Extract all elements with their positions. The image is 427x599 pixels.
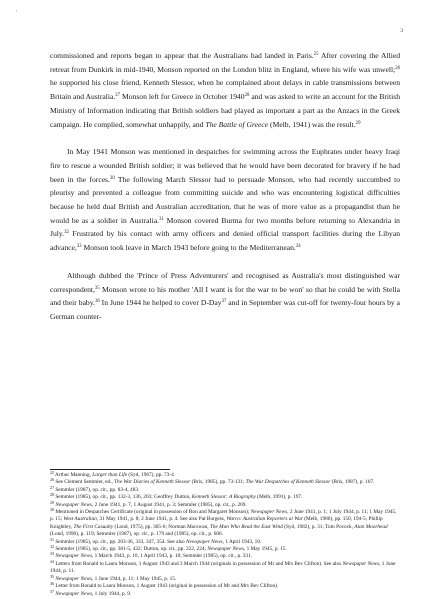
text-run: , 1 June 1944, p. 11. bbox=[50, 560, 396, 575]
text-run: Monson wrote to his mother 'All I want is for the war to be won' so that he could be with Stella and their baby. bbox=[50, 284, 400, 308]
italic-text: Newspaper News bbox=[55, 575, 92, 582]
footnote-34 bbox=[50, 558, 400, 576]
text-run: (Lond, 1990), p. 119; Semmler (1987), op. cit., p. 179 and (1985), op. cit., p. 606. bbox=[50, 531, 223, 538]
footnote-26 bbox=[50, 479, 400, 486]
text-run: Semmler (1985), op. cit., pp. 203-36, 333, 347, 354. See also bbox=[54, 538, 186, 545]
footnote-reference: 25 bbox=[313, 52, 319, 57]
italic-text: The War Diaries of Kenneth Slessor bbox=[114, 479, 191, 486]
text-run: The following March Slessor had to persuade Monson, who had recently succumbed to pleurisy and prevented a colleague from committing suicide and who was encountering logistical difficulties because he held dual British and Australian accreditation, that he was of more value as a propagandist than he would be as a soldier in Australia. bbox=[50, 174, 400, 225]
text-run: (Melb, 1941) was the result. bbox=[268, 119, 356, 129]
text-run: , 2 June 1941, p. 7, 1 August 1941, p. 3; Semmler (1985), op. cit., p. 269. bbox=[91, 501, 247, 508]
italic-text: Newspaper News bbox=[207, 546, 244, 553]
text-run: Monson covered Burma for two months before returning to Alexandria in July. bbox=[50, 215, 400, 239]
text-run: , 1 April 1943, 10. bbox=[222, 538, 262, 545]
text-run: , 1 May 1945, p. 15. bbox=[243, 546, 287, 553]
text-run: , 31 May 1941, p. 8; 2 June 1941, p. 4. See also Pat Burgess, bbox=[96, 516, 227, 523]
text-run: (Lond, 1975), pp. 305-6; Norman Macswan, bbox=[113, 523, 210, 530]
text-run: , 1 March 1943, p. 10, 1 April 1943, p. 10; Semmler (1985), op. cit., p. 331. bbox=[91, 553, 253, 560]
footnote-reference: 32 bbox=[64, 230, 69, 236]
italic-text: Warco: Australian Reporters at War bbox=[226, 516, 303, 523]
italic-text: The Man Who Read the East Wind bbox=[209, 523, 283, 530]
footnote-divider bbox=[50, 469, 170, 470]
page-number: 3 bbox=[400, 28, 403, 34]
text-run: (Bris, 1987), p. 167. bbox=[330, 479, 375, 486]
footnote-reference: 26 bbox=[50, 477, 54, 483]
italic-text: The First Casualty bbox=[73, 523, 114, 530]
text-run: Although dubbed the 'Prince of Press Adventurers' and recognised as Australia's most distinguished war correspondent, bbox=[50, 270, 400, 294]
paragraph-2 bbox=[50, 145, 400, 255]
text-run: , 1 July 1944, p. 9. bbox=[91, 590, 132, 597]
text-run: and was asked to write an account for the British Ministry of Information indicating that British soldiers had played as important a part as the Anzacs in the Greek campaign. He complied, somewhat unhappily, and bbox=[50, 92, 400, 129]
italic-text: Newspaper News bbox=[250, 509, 288, 516]
italic-text: Newspaper News bbox=[342, 560, 380, 567]
text-run: Arthur Manning, bbox=[54, 472, 93, 478]
footnote-31 bbox=[50, 536, 400, 546]
text-run: commissioned and reports began to appear that the Australians had landed in Paris. bbox=[50, 51, 314, 60]
footnote-reference: 34 bbox=[295, 244, 301, 250]
text-run: See Clement Semmler, ed., bbox=[54, 479, 115, 486]
italic-text: Newspaper News bbox=[55, 553, 92, 560]
text-run: (Syd, 1982), p. 31; Tom Pocock, bbox=[282, 523, 355, 530]
footnote-33 bbox=[50, 553, 400, 560]
text-run: Frustrated by his contact with army officers and denied official transport facilities during the Libyan advance, bbox=[50, 229, 400, 253]
italic-text: Newspaper News bbox=[185, 538, 223, 545]
text-run: , 2 June 1941, p. 1; 1 July 1944, p. 11; 1 May 1945, p. 15; bbox=[50, 509, 397, 523]
footnote-36 bbox=[50, 583, 400, 590]
text-run: (Melb, 1991), p. 197. bbox=[255, 494, 303, 501]
italic-text: Alan Moorhead bbox=[354, 523, 388, 530]
text-run: Monson took leave in March 1943 before going to the Mediterranean. bbox=[81, 243, 296, 253]
footnote-reference: 30 bbox=[109, 175, 115, 181]
text-run: (Bris, 1985), pp. 73-131; bbox=[190, 479, 246, 486]
text-run: Letter from Ronald to Laura Monson, 1 August 1943 (original in possession of Mr and Mrs Bev Clifton). bbox=[54, 583, 279, 590]
footnote-reference: 26 bbox=[395, 65, 400, 71]
footnote-29 bbox=[50, 499, 400, 509]
footnote-30 bbox=[50, 509, 400, 539]
footnote-reference: 36 bbox=[50, 581, 54, 587]
footnote-28 bbox=[50, 494, 400, 501]
text-run: Semmler (1985), op. cit., pp. 132-3, 136, 203; Geoffrey Dutton, bbox=[54, 494, 192, 501]
footnote-35 bbox=[50, 573, 400, 583]
page-corner-mark: ' bbox=[16, 10, 18, 16]
footnote-reference: 36 bbox=[94, 299, 100, 305]
text-run: (Melb, 1986), pp. 150, 194-5; Phillip Knightley, bbox=[50, 516, 383, 530]
footnote-reference: 28 bbox=[50, 492, 54, 498]
footnote-reference: 32 bbox=[50, 544, 54, 550]
text-run: (Syd, 1967), pp. 73-4. bbox=[127, 472, 176, 478]
footnote-reference: 37 bbox=[50, 588, 54, 594]
footnote-reference: 27 bbox=[50, 484, 54, 490]
footnote-reference: 28 bbox=[244, 93, 250, 99]
text-run: In June 1944 he helped to cover D-Day bbox=[99, 298, 222, 308]
italic-text: Kenneth Slessor: A Biography bbox=[191, 494, 256, 501]
text-run: Mentioned in Despatches Certificate (original in possession of Ron and Margaret Monson); bbox=[54, 509, 251, 516]
footnote-reference: 27 bbox=[115, 93, 121, 99]
footnote-reference: 33 bbox=[50, 551, 54, 557]
footnote-reference: 29 bbox=[355, 120, 361, 126]
footnote-reference: 37 bbox=[221, 299, 227, 305]
footnote-reference: 34 bbox=[50, 558, 54, 564]
footnote-reference: 33 bbox=[76, 244, 82, 250]
footnote-reference: 35 bbox=[50, 573, 54, 579]
text-run: and in September was cut-off for twenty-four hours by a German counter- bbox=[50, 298, 401, 321]
footnote-37 bbox=[50, 588, 400, 598]
footnote-reference: 31 bbox=[50, 536, 54, 542]
footnote-reference: 25 bbox=[50, 470, 54, 475]
text-run: Letters from Ronald to Laura Monson, 1 August 1943 and 3 March 1944 (originals in possession of Mr and Mrs Bev Clifton). See also bbox=[54, 560, 343, 567]
paragraph-3 bbox=[50, 269, 400, 324]
text-run: Monson left for Greece in October 1940 bbox=[120, 92, 245, 102]
body-text bbox=[50, 49, 400, 324]
italic-text: Newspaper News bbox=[55, 501, 92, 508]
footnote-reference: 30 bbox=[50, 507, 54, 513]
text-run: After covering the Allied retreat from Dunkirk in mid-1940, Monson reported on the London blitz in England, where his wife was unwell; bbox=[50, 51, 400, 74]
paragraph-1 bbox=[50, 49, 400, 131]
footnote-reference: 35 bbox=[94, 285, 100, 291]
italic-text: Newspaper News bbox=[55, 590, 92, 597]
italic-text: The War Despatches of Kenneth Slessor bbox=[245, 479, 331, 486]
footnote-reference: 31 bbox=[159, 216, 164, 222]
text-run: In May 1941 Monson was mentioned in despatches for swimming across the Euphrates under heavy Iraqi fire to rescue a wounded British soldier; it was believed that he would have been decorated for bravery if he had been in the forces. bbox=[50, 147, 400, 184]
text-run: Semmler (1985), op. cit., pp. 381-5, 432; Dutton, op. cit., pp. 222, 224; bbox=[54, 546, 208, 553]
italic-text: West Australian bbox=[63, 516, 97, 523]
italic-text: The Battle of Greece bbox=[205, 119, 269, 129]
text-run: Semmler (1987), op. cit., pp. 83-4, 483. bbox=[54, 486, 140, 493]
footnotes bbox=[50, 472, 400, 598]
italic-text: Larger than Life bbox=[92, 472, 128, 478]
text-run: , 1 June 1944, p. 11; 1 May 1945, p. 15. bbox=[91, 575, 177, 582]
text-run: he supported his close friend, Kenneth Slessor, when he complained about delays in cable transmissions between Britain and Australia. bbox=[50, 78, 400, 102]
footnote-reference: 29 bbox=[50, 499, 54, 505]
